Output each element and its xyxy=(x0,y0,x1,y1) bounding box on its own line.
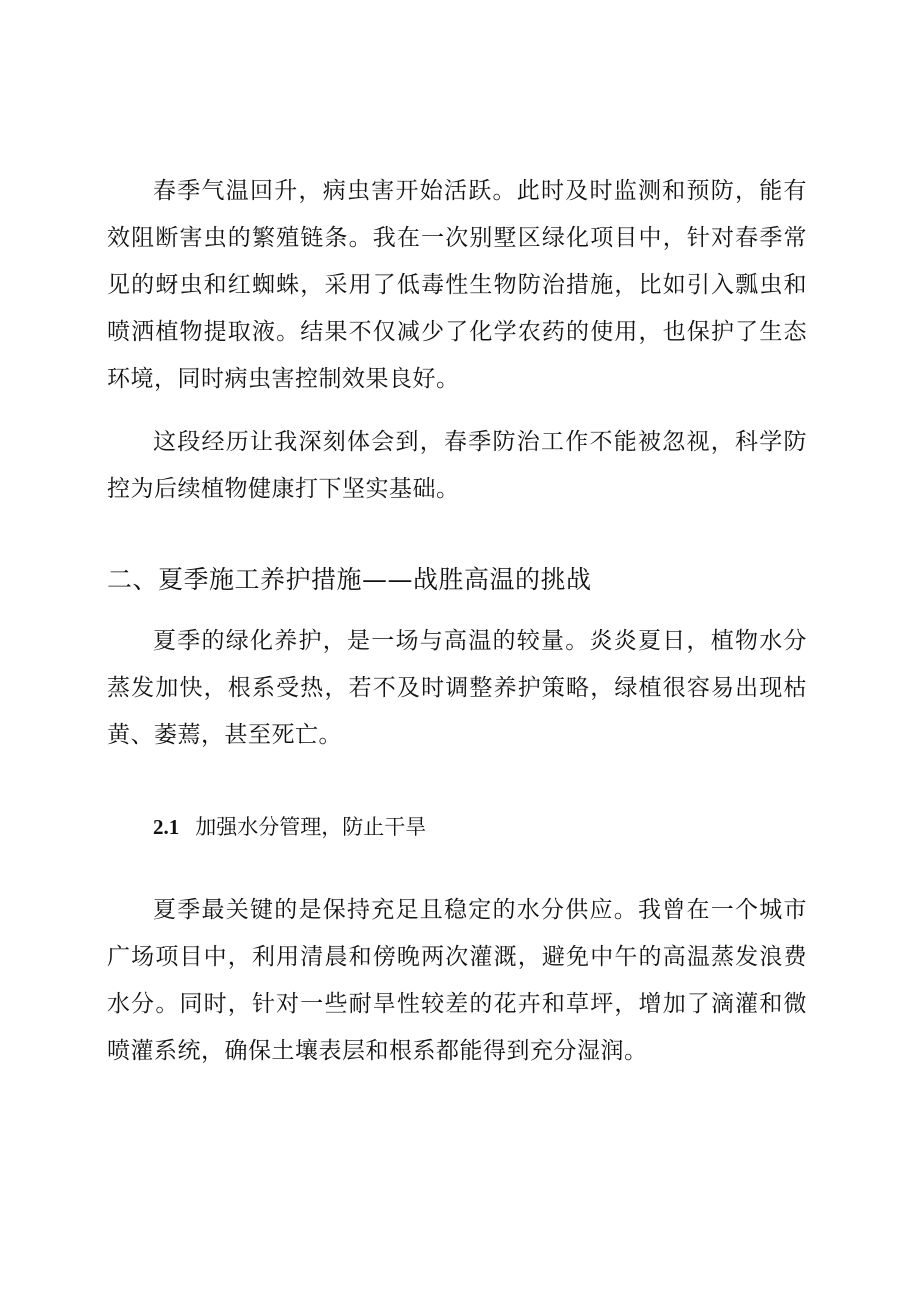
body-paragraph: 这段经历让我深刻体会到，春季防治工作不能被忽视，科学防控为后续植物健康打下坚实基础。 xyxy=(107,429,807,502)
subsection-heading xyxy=(107,809,807,845)
subsection-title: 加强水分管理，防止干旱 xyxy=(195,815,427,839)
document-page xyxy=(107,168,807,1075)
body-paragraph: 春季气温回升，病虫害开始活跃。此时及时监测和预防，能有效阻断害虫的繁殖链条。我在一次别墅区绿化项目中，针对春季常见的蚜虫和红蜘蛛，采用了低毒性生物防治措施，比如引入瓢虫和喷洒植物提取液。结果不仅减少了化学农药的使用，也保护了生态环境，同时病虫害控制效果良好。 xyxy=(107,178,807,392)
subsection-number: 2.1 xyxy=(153,815,180,839)
section-intro-paragraph: 夏季的绿化养护，是一场与高温的较量。炎炎夏日，植物水分蒸发加快，根系受热，若不及时调整养护策略，绿植很容易出现枯黄、萎蔫，甚至死亡。 xyxy=(107,628,807,748)
section-heading: 二、夏季施工养护措施——战胜高温的挑战 xyxy=(107,565,592,594)
subsection-body-paragraph: 夏季最关键的是保持充足且稳定的水分供应。我曾在一个城市广场项目中，利用清晨和傍晚两次灌溉，避免中午的高温蒸发浪费水分。同时，针对一些耐旱性较差的花卉和草坪，增加了滴灌和微喷灌系统，确保土壤表层和根系都能得到充分湿润。 xyxy=(107,897,807,1064)
